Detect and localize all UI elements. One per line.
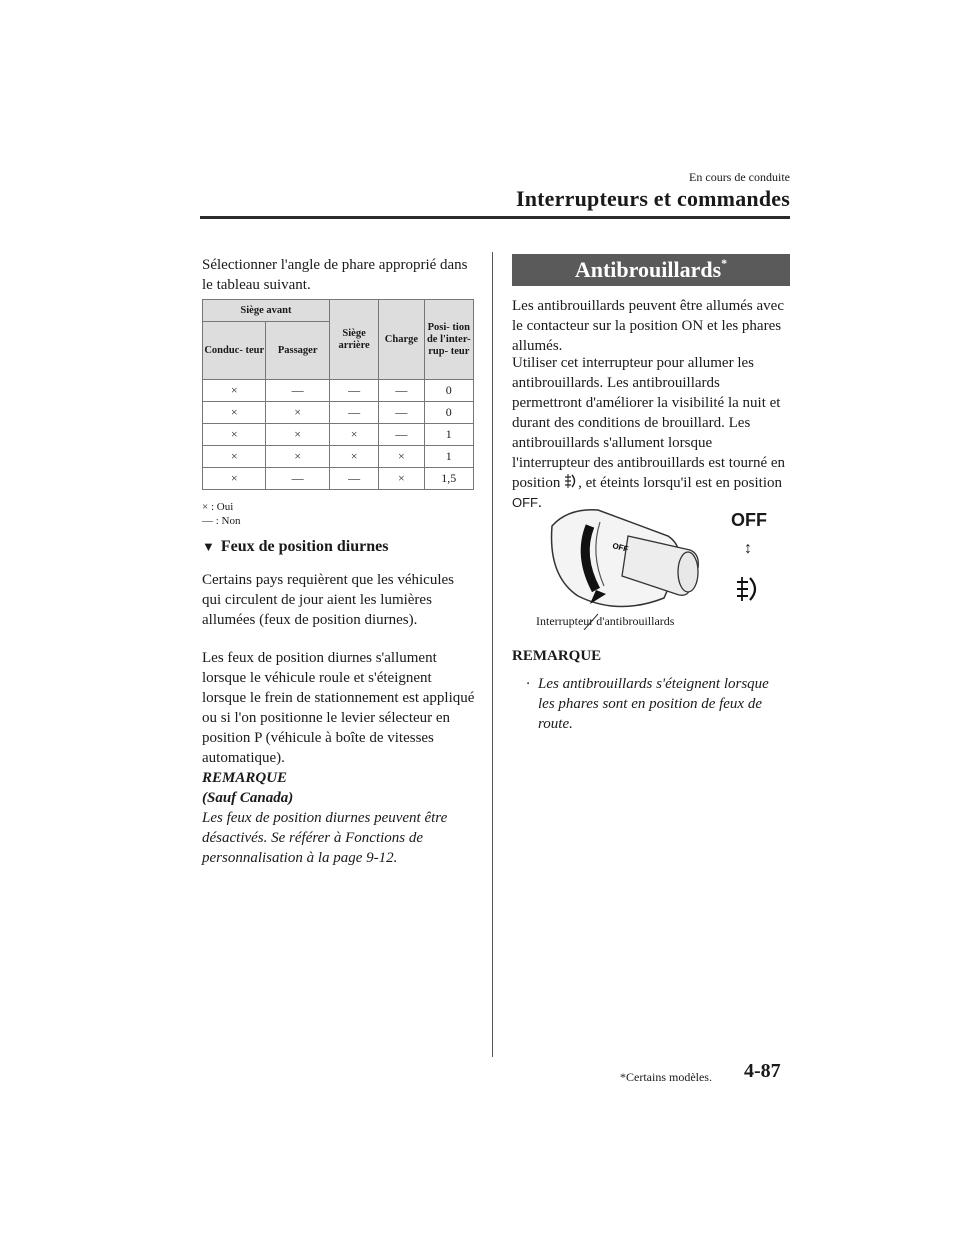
fog-paragraph-2: Utiliser cet interrupteur pour allumer les antibrouillards. Les antibrouillards permettront d'améliorer la visibilité la nuit et durant des conditions de brouillard. Les antibrouillards s'allument lorsque l'interrupteur des antibrouillards est tourné en position , et éteints lorsqu'il est en position OFF. — [512, 355, 786, 511]
table-cell: 0 — [424, 402, 473, 424]
drl-paragraph-2: Les feux de position diurnes s'allument lorsque le véhicule roule et s'éteignent lorsque le frein de stationnement est appliqué ou si l'on positionne le levier sélecteur en position P (véhicule à boîte de vitesses automatique). — [202, 650, 475, 766]
note-subtitle: (Sauf Canada) — [202, 790, 294, 806]
fog-note-label: REMARQUE — [512, 648, 602, 664]
table-cell: × — [379, 446, 424, 468]
table-legend — [202, 500, 241, 528]
table-cell: — — [379, 380, 424, 402]
legend-no: — : Non — [202, 515, 241, 527]
legend-yes: × : Oui — [202, 501, 234, 513]
banner-star: * — [721, 256, 728, 270]
header-rule — [200, 216, 790, 219]
table-row — [203, 468, 474, 490]
table-cell: — — [266, 380, 329, 402]
drl-paragraph-1: Certains pays requièrent que les véhicules qui circulent de jour aient les lumières allumées (feux de position diurnes). — [202, 572, 454, 628]
th-rear-seat: Siège arrière — [329, 300, 378, 380]
banner-title: Antibrouillards — [574, 257, 722, 282]
table-cell: × — [329, 446, 378, 468]
fog-note-item — [512, 674, 790, 734]
table-cell: — — [379, 402, 424, 424]
table-cell: × — [203, 446, 266, 468]
table-row — [203, 424, 474, 446]
drl-section-title — [202, 538, 388, 556]
fog-paragraph-1: Les antibrouillards peuvent être allumés avec le contacteur sur la position ON et les phares allumés. — [512, 298, 784, 354]
headlight-angle-table — [202, 299, 474, 490]
bullet-icon: · — [526, 676, 530, 692]
inline-off-label: OFF — [512, 495, 538, 510]
th-switch-position: Posi- tion de l'inter- rup- teur — [424, 300, 473, 380]
table-row — [203, 446, 474, 468]
fog-note-text: Les antibrouillards s'éteignent lorsque les phares sont en position de feux de route. — [538, 676, 769, 732]
fog-note — [512, 646, 790, 734]
table-cell: — — [329, 402, 378, 424]
fog-light-large-icon — [736, 574, 762, 604]
footer-note: *Certains modèles. — [620, 1070, 712, 1084]
drl-note — [202, 768, 476, 868]
table-cell: — — [266, 468, 329, 490]
table-cell: × — [266, 402, 329, 424]
table-cell: 1 — [424, 424, 473, 446]
table-cell: 1,5 — [424, 468, 473, 490]
note-text: Les feux de position diurnes peuvent être désactivés. Se référer à Fonctions de personnalisation à la page 9-12. — [202, 810, 448, 866]
fog-lights-banner — [512, 254, 790, 286]
table-cell: — — [329, 380, 378, 402]
table-cell: 1 — [424, 446, 473, 468]
column-divider — [492, 252, 493, 1057]
fog-paragraph-2a: Utiliser cet interrupteur pour allumer les antibrouillards. Les antibrouillards permettront d'améliorer la visibilité la nuit et durant des conditions de brouillard. Les antibrouillards s'allument lorsque l'interrupteur des antibrouillards est tourné en position — [512, 355, 786, 491]
th-front-seat: Siège avant — [203, 300, 330, 322]
table-cell: × — [329, 424, 378, 446]
table-cell: × — [203, 380, 266, 402]
fog-paragraph-2b: , et éteints lorsqu'il est en position — [578, 475, 783, 491]
intro-paragraph: Sélectionner l'angle de phare approprié dans le tableau suivant. — [202, 257, 468, 293]
page-number: 4-87 — [744, 1060, 781, 1082]
table-cell: × — [203, 424, 266, 446]
table-cell: × — [203, 402, 266, 424]
table-row — [203, 380, 474, 402]
switch-arrow-icon: ↕ — [744, 540, 752, 557]
table-row — [203, 402, 474, 424]
th-driver: Conduc- teur — [203, 322, 266, 380]
table-cell: × — [203, 468, 266, 490]
off-label: OFF — [731, 510, 767, 530]
svg-text:OFF: OFF — [611, 541, 630, 554]
figure-caption: Interrupteur d'antibrouillards — [536, 614, 675, 628]
fog-light-icon — [564, 473, 578, 489]
note-label: REMARQUE — [202, 770, 288, 786]
running-header-title: Interrupteurs et commandes — [515, 186, 790, 211]
th-passenger: Passager — [266, 322, 329, 380]
table-cell: × — [379, 468, 424, 490]
table-cell: — — [329, 468, 378, 490]
table-cell: × — [266, 424, 329, 446]
th-load: Charge — [379, 300, 424, 380]
section-triangle-icon: ▼ — [202, 539, 215, 554]
running-header-section: En cours de conduite — [689, 170, 790, 184]
table-cell: 0 — [424, 380, 473, 402]
table-cell: — — [379, 424, 424, 446]
drl-title-text: Feux de position diurnes — [220, 538, 389, 555]
table-cell: × — [266, 446, 329, 468]
